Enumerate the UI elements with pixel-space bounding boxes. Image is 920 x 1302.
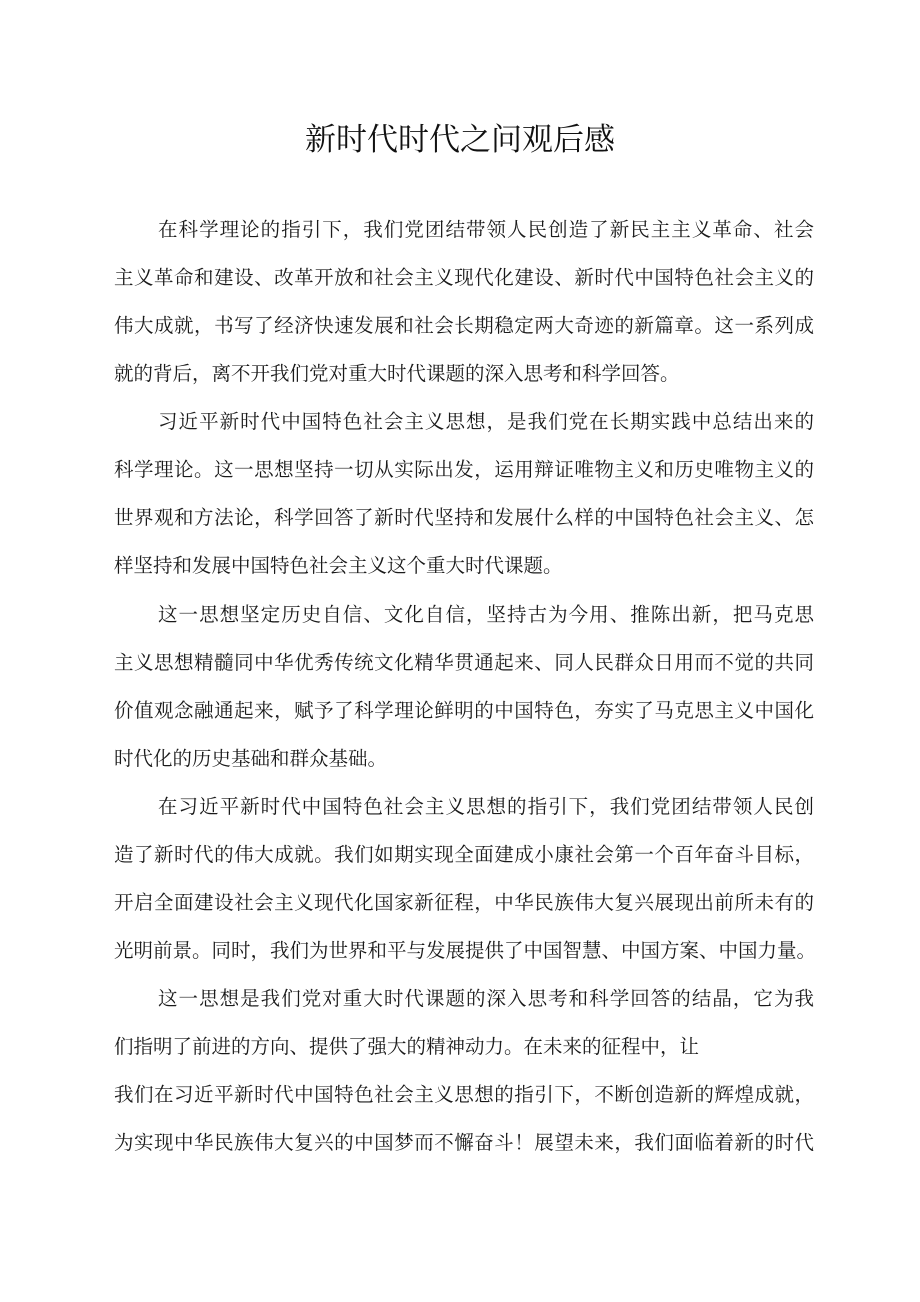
paragraph-3-line-2: 主义思想精髓同中华优秀传统文化精华贯通起来、同人民群众日用而不觉的共同 xyxy=(114,651,814,674)
paragraph-4-line-4: 光明前景。同时，我们为世界和平与发展提供了中国智慧、中国方案、中国力量。 xyxy=(114,939,817,962)
paragraph-5-line-2: 们指明了前进的方向、提供了强大的精神动力。在未来的征程中，让 xyxy=(114,1035,700,1058)
paragraph-5-line-3: 我们在习近平新时代中国特色社会主义思想的指引下，不断创造新的辉煌成就， xyxy=(114,1083,814,1106)
paragraph-2-line-3: 世界观和方法论，科学回答了新时代坚持和发展什么样的中国特色社会主义、怎 xyxy=(114,506,814,529)
paragraph-4-line-2: 造了新时代的伟大成就。我们如期实现全面建成小康社会第一个百年奋斗目标， xyxy=(114,843,814,866)
paragraph-3-line-4: 时代化的历史基础和群众基础。 xyxy=(114,747,388,770)
paragraph-2-line-1: 习近平新时代中国特色社会主义思想，是我们党在长期实践中总结出来的 xyxy=(158,410,814,433)
paragraph-4-line-3: 开启全面建设社会主义现代化国家新征程，中华民族伟大复兴展现出前所未有的 xyxy=(114,891,814,914)
paragraph-1-line-1: 在科学理论的指引下，我们党团结带领人民创造了新民主主义革命、社会 xyxy=(158,218,814,241)
paragraph-3-line-1: 这一思想坚定历史自信、文化自信，坚持古为今用、推陈出新，把马克思 xyxy=(158,603,814,626)
paragraph-2-line-2: 科学理论。这一思想坚持一切从实际出发，运用辩证唯物主义和历史唯物主义的 xyxy=(114,458,814,481)
paragraph-1-line-2: 主义革命和建设、改革开放和社会主义现代化建设、新时代中国特色社会主义的 xyxy=(114,266,814,289)
paragraph-1-line-4: 就的背后，离不开我们党对重大时代课题的深入思考和科学回答。 xyxy=(114,362,680,385)
paragraph-5-line-4: 为实现中华民族伟大复兴的中国梦而不懈奋斗！展望未来，我们面临着新的时代 xyxy=(114,1131,814,1154)
document-title: 新时代时代之问观后感 xyxy=(305,122,615,158)
paragraph-4-line-1: 在习近平新时代中国特色社会主义思想的指引下，我们党团结带领人民创 xyxy=(158,795,814,818)
paragraph-1-line-3: 伟大成就，书写了经济快速发展和社会长期稳定两大奇迹的新篇章。这一系列成 xyxy=(114,314,814,337)
paragraph-5-line-1: 这一思想是我们党对重大时代课题的深入思考和科学回答的结晶，它为我 xyxy=(158,987,814,1010)
paragraph-2-line-4: 样坚持和发展中国特色社会主义这个重大时代课题。 xyxy=(114,554,563,577)
paragraph-3-line-3: 价值观念融通起来，赋予了科学理论鲜明的中国特色，夯实了马克思主义中国化 xyxy=(114,699,814,722)
